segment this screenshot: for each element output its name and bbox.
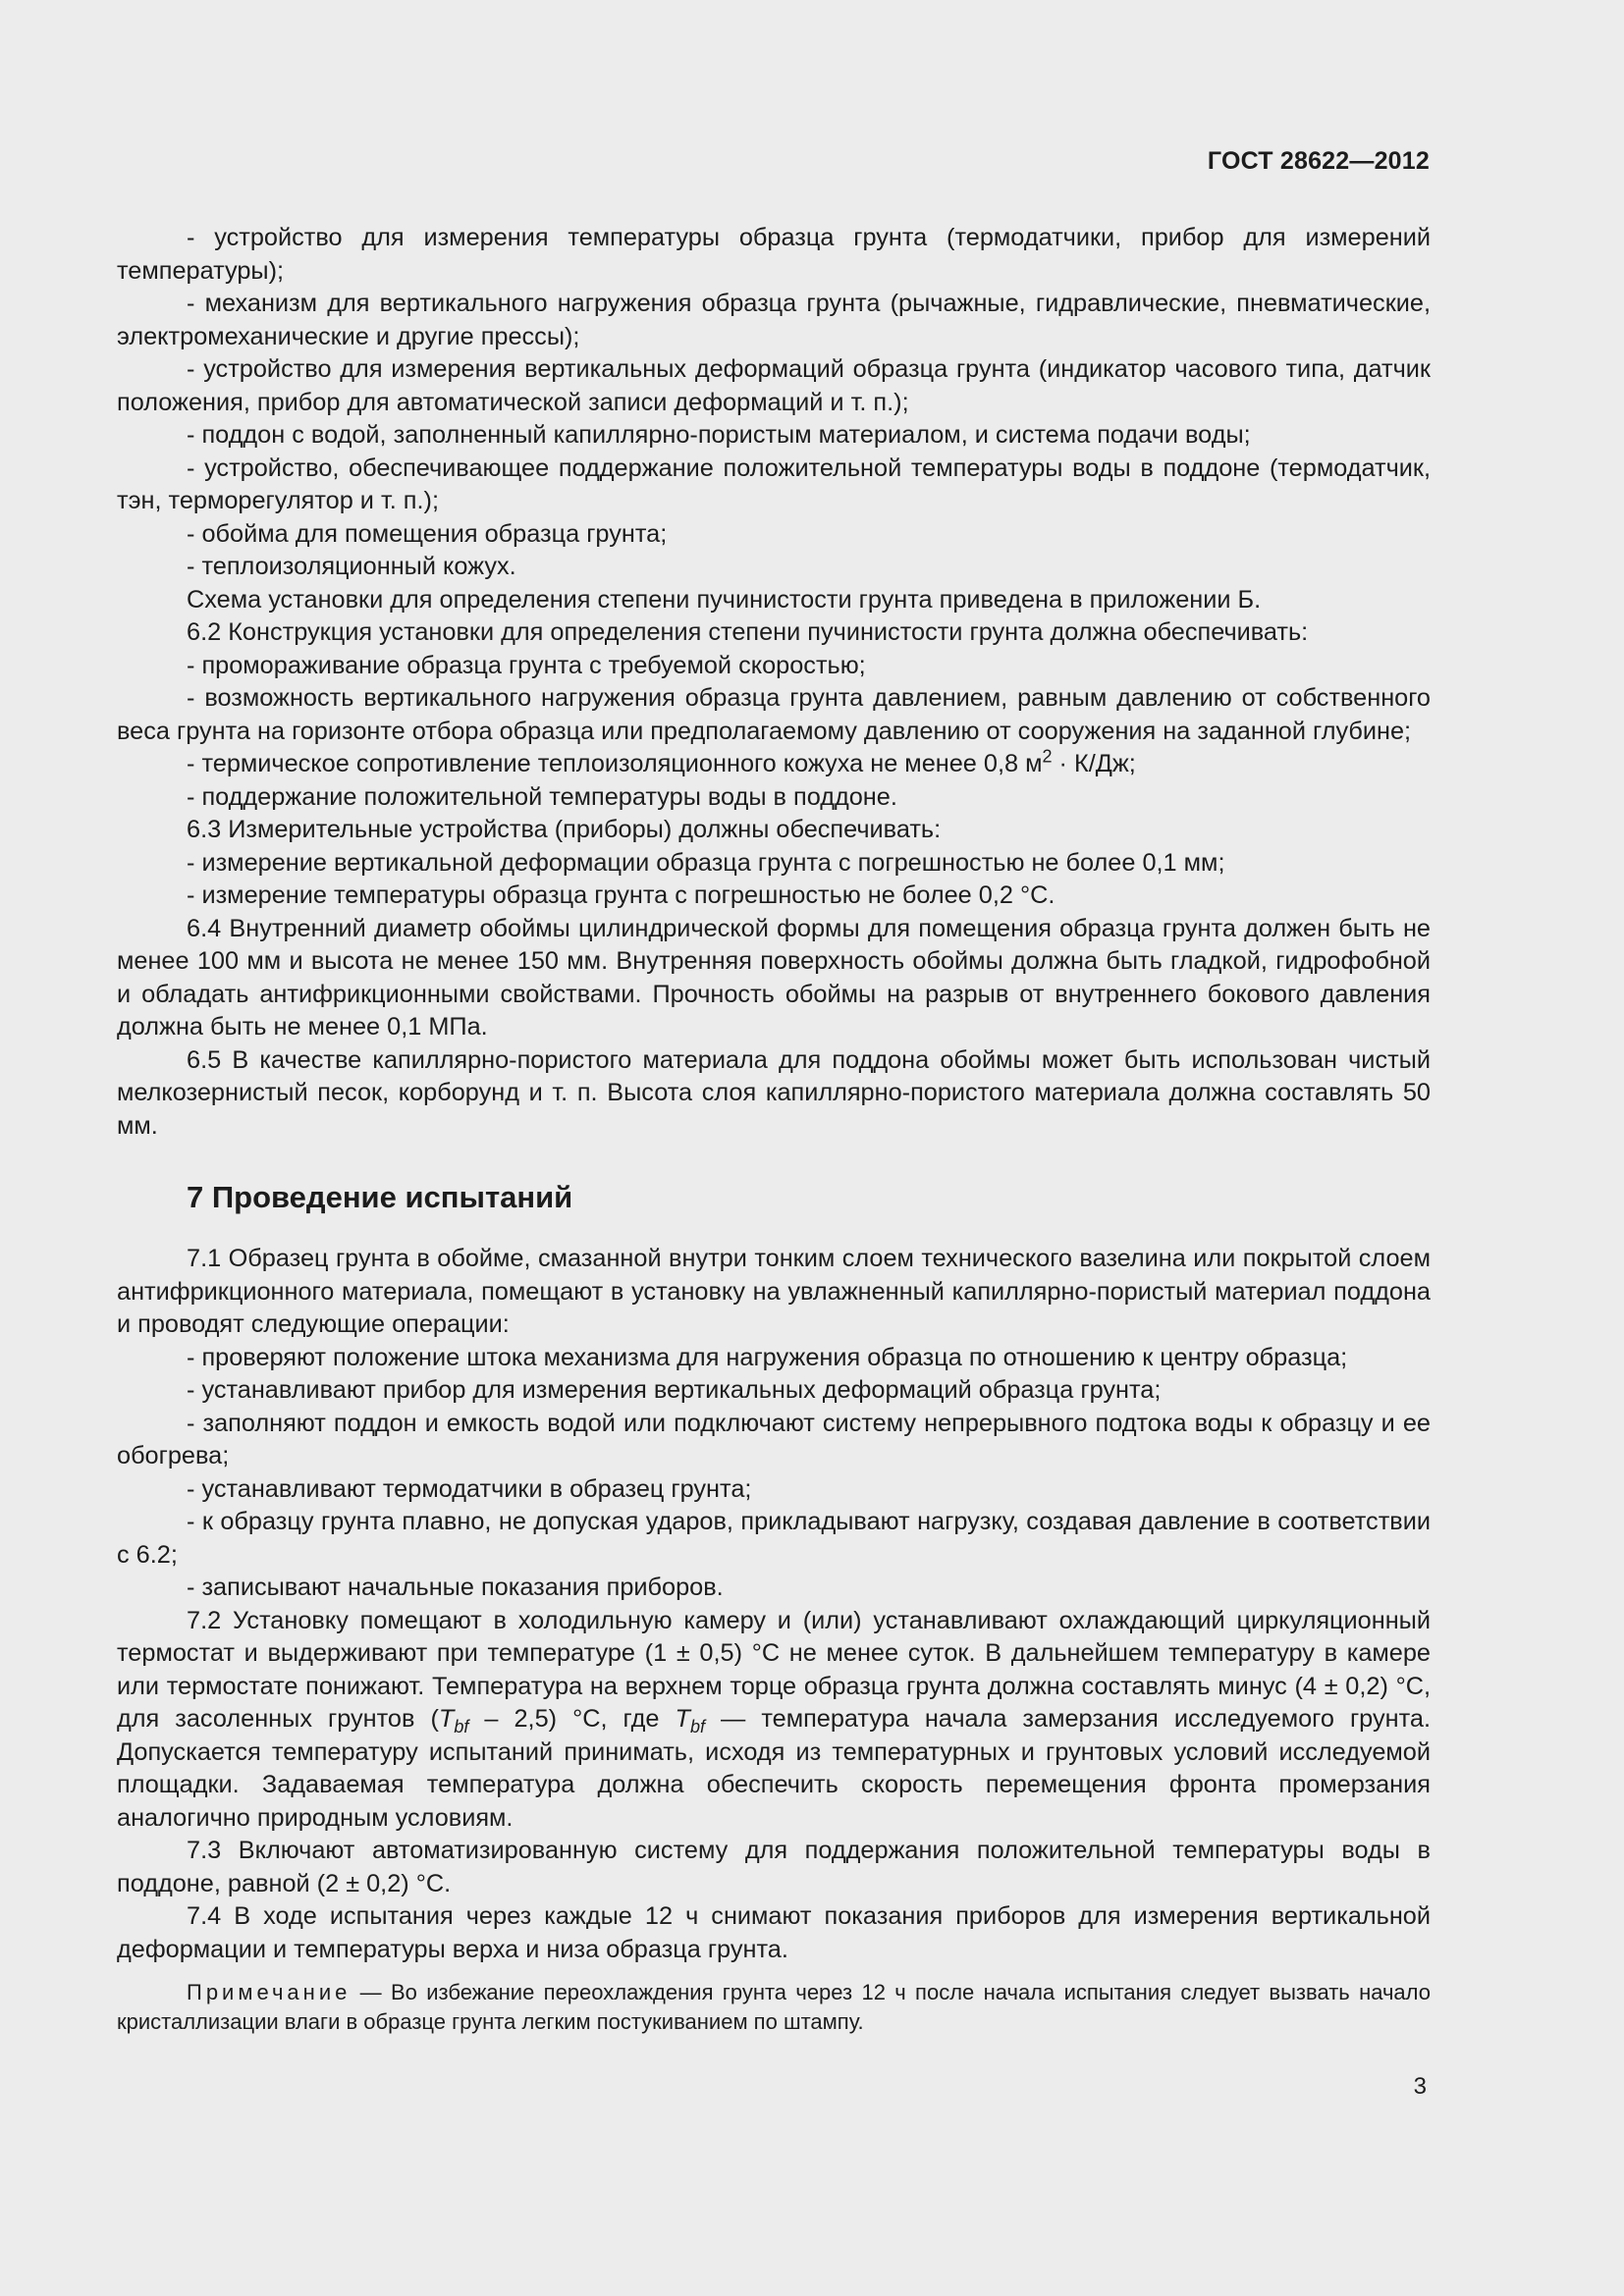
page-content: [117, 222, 1431, 2058]
paragraph-6-2-item-1: - промораживание образца грунта с требуемой скоростью;: [187, 651, 866, 679]
paragraph-scheme-reference: Схема установки для определения степени пучинистости грунта приведена в приложении Б.: [187, 585, 1262, 614]
paragraph-6-2: 6.2 Конструкция установки для определения степени пучинистости грунта должна обеспечивать:: [187, 618, 1309, 646]
paragraph-6-1-item-1: - устройство для измерения температуры образца грунта (термодатчики, прибор для измерений температуры);: [117, 224, 1431, 285]
page-number: 3: [1413, 2073, 1427, 2100]
paragraph-7-2: [117, 1605, 1431, 1836]
standard-code-header: ГОСТ 28622—2012: [1207, 147, 1430, 175]
paragraph-6-2-item-4: - поддержание положительной температуры воды в поддоне.: [187, 782, 897, 811]
paragraph-7-1-item-4: - устанавливают термодатчики в образец грунта;: [187, 1474, 752, 1503]
paragraph-7-1-item-2: - устанавливают прибор для измерения вертикальных деформаций образца грунта;: [187, 1376, 1162, 1404]
paragraph-6-5: 6.5 В качестве капиллярно-пористого материала для поддона обоймы может быть использован чистый мелкозернистый песок, корборунд и т. п. Высота слоя капиллярно-пористого материала должна составлять 50 мм.: [117, 1045, 1431, 1140]
paragraph-6-2-item-2: - возможность вертикального нагружения образца грунта давлением, равным давлению от собственного веса грунта на горизонте отбора образца или предполагаемому давлению от сооружения на заданной глубине;: [117, 684, 1431, 745]
paragraph-7-1-item-1: - проверяют положение штока механизма для нагружения образца по отношению к центру образца;: [187, 1343, 1348, 1371]
paragraph-7-1-item-5: - к образцу грунта плавно, не допуская ударов, прикладывают нагрузку, создавая давление в соответствии с 6.2;: [117, 1508, 1431, 1569]
thermal-unit: · К/Дж;: [1052, 750, 1136, 777]
thermal-text: - термическое сопротивление теплоизоляционного кожуха не менее 0,8 м: [187, 750, 1043, 777]
paragraph-6-2-item-3: [117, 748, 1431, 781]
paragraph-6-1-item-2: - механизм для вертикального нагружения образца грунта (рычажные, гидравлические, пневматические, электромеханические и другие прессы);: [117, 290, 1431, 350]
p72-part-a: 7.2 Установку помещают в холодильную камеру и (или) устанавливают охлаждающий циркуляционный термостат и выдерживают при температуре (1 ± 0,5) °С не менее суток. В дальнейшем температуру в камере или термостате понижают. Температура на верхнем торце образца грунта должна составлять минус (4 ± 0,2) °С, для засоленных грунтов (: [117, 1606, 1431, 1733]
note: [117, 1978, 1431, 2037]
paragraph-6-1-item-6: - обойма для помещения образца грунта;: [187, 519, 668, 548]
t-symbol-1: T: [438, 1705, 455, 1733]
superscript-2: 2: [1042, 746, 1053, 767]
note-label: Примечание: [187, 1980, 352, 2004]
paragraph-6-1-item-3: - устройство для измерения вертикальных деформаций образца грунта (индикатор часового типа, датчик положения, прибор для автоматической записи деформаций и т. п.);: [117, 355, 1431, 416]
paragraph-7-3: 7.3 Включают автоматизированную систему для поддержания положительной температуры воды в поддоне, равной (2 ± 0,2) °С.: [117, 1837, 1431, 1897]
paragraph-6-1-item-4: - поддон с водой, заполненный капиллярно-пористым материалом, и система подачи воды;: [187, 421, 1251, 449]
paragraph-6-3-item-2: - измерение температуры образца грунта с погрешностью не более 0,2 °С.: [187, 881, 1056, 909]
paragraph-6-1-item-7: - теплоизоляционный кожух.: [187, 553, 516, 580]
note-text: — Во избежание переохлаждения грунта через 12 ч после начала испытания следует вызвать начало кристаллизации влаги в образце грунта легким постукиванием по штампу.: [117, 1980, 1431, 2034]
paragraph-7-1-item-3: - заполняют поддон и емкость водой или подключают систему непрерывного подтока воды к образцу и ее обогрева;: [117, 1409, 1431, 1469]
paragraph-6-4: 6.4 Внутренний диаметр обоймы цилиндрической формы для помещения образца грунта должен быть не менее 100 мм и высота не менее 150 мм. Внутренняя поверхность обоймы должна быть гладкой, гидрофобной и обладать антифрикционными свойствами. Прочность обоймы на разрыв от внутреннего бокового давления должна быть не менее 0,1 МПа.: [117, 914, 1431, 1041]
section-7-heading: 7 Проведение испытаний: [187, 1180, 573, 1214]
paragraph-6-3: 6.3 Измерительные устройства (приборы) должны обеспечивать:: [187, 816, 942, 843]
t-subscript-2: bf: [689, 1717, 705, 1737]
t-symbol-2: T: [675, 1705, 690, 1733]
paragraph-6-3-item-1: - измерение вертикальной деформации образца грунта с погрешностью не более 0,1 мм;: [187, 848, 1225, 877]
p72-part-c: — температура начала замерзания исследуемого грунта. Допускается температуру испытаний принимать, исходя из температурных и грунтовых условий исследуемой площадки. Задаваемая температура должна обеспечить скорость перемещения фронта промерзания аналогично природным условиям.: [117, 1705, 1431, 1832]
paragraph-7-1: 7.1 Образец грунта в обойме, смазанной внутри тонким слоем технического вазелина или покрытой слоем антифрикционного материала, помещают в установку на увлажненный капиллярно-пористый материал поддона и проводят следующие операции:: [117, 1245, 1431, 1338]
paragraph-7-4: 7.4 В ходе испытания через каждые 12 ч снимают показания приборов для измерения вертикальной деформации и температуры верха и низа образца грунта.: [117, 1902, 1431, 1963]
p72-part-b: – 2,5) °С, где: [468, 1705, 676, 1733]
paragraph-6-1-item-5: - устройство, обеспечивающее поддержание положительной температуры воды в поддоне (термодатчик, тэн, терморегулятор и т. п.);: [117, 454, 1431, 514]
paragraph-7-1-item-6: - записывают начальные показания приборов.: [187, 1574, 724, 1601]
t-subscript-1: bf: [454, 1717, 469, 1737]
